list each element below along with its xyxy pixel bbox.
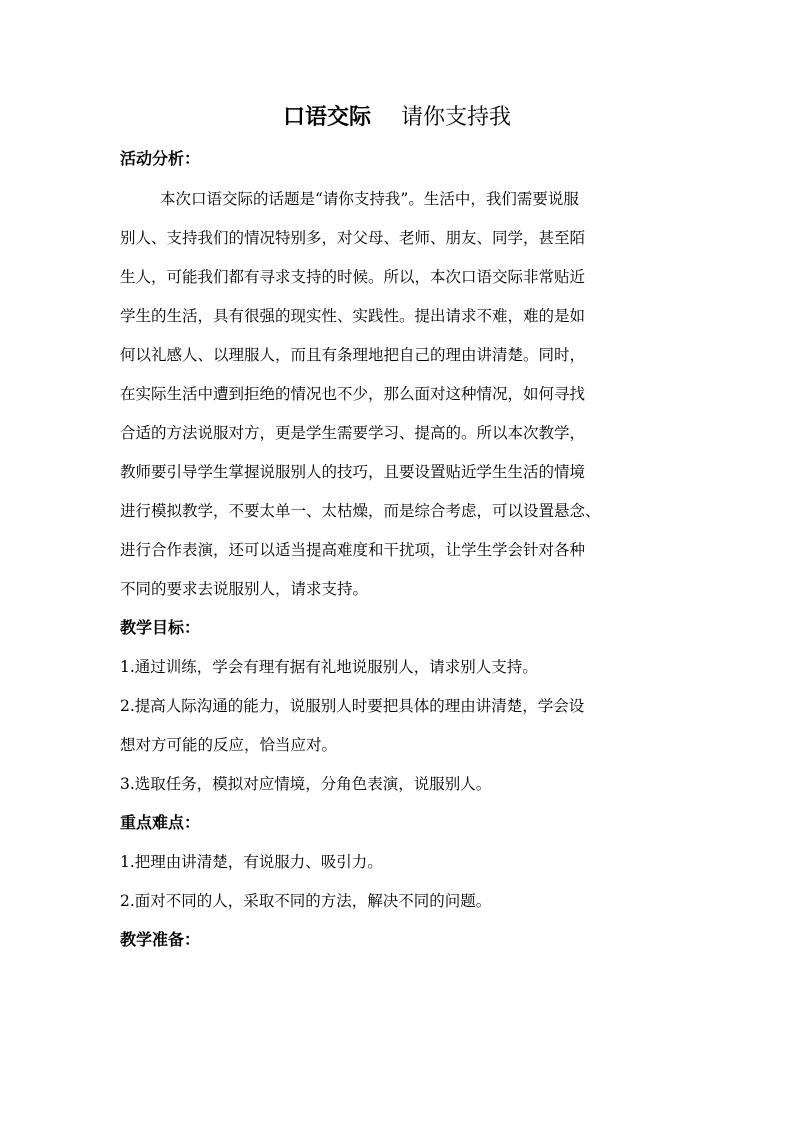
document-title [0, 101, 794, 135]
analysis-line: 合适的方法说服对方，更是学生需要学习、提高的。所以本次教学， [120, 424, 586, 442]
section-heading-key-points: 重点难点： [120, 813, 201, 832]
analysis-line: 别人、支持我们的情况特别多，对父母、老师、朋友、同学，甚至陌 [120, 229, 586, 247]
title-main: 口语交际 [282, 105, 371, 130]
analysis-line: 生人，可能我们都有寻求支持的时候。所以，本次口语交际非常贴近 [120, 268, 586, 286]
analysis-line: 教师要引导学生掌握说服别人的技巧，且要设置贴近学生生活的情境 [120, 463, 586, 481]
goal-line: 3.选取任务，模拟对应情境，分角色表演，说服别人。 [120, 775, 492, 793]
section-heading-goals: 教学目标： [120, 618, 201, 637]
goal-line: 2.提高人际沟通的能力，说服别人时要把具体的理由讲清楚，学会设 [120, 697, 585, 715]
key-point-line: 1.把理由讲清楚，有说服力、吸引力。 [120, 853, 383, 871]
goal-line: 想对方可能的反应，恰当应对。 [120, 736, 338, 754]
section-heading-analysis: 活动分析： [120, 149, 201, 168]
analysis-line: 何以礼感人、以理服人，而且有条理地把自己的理由讲清楚。同时， [120, 346, 586, 364]
analysis-line: 在实际生活中遭到拒绝的情况也不少，那么面对这种情况，如何寻找 [120, 385, 586, 403]
title-sub: 请你支持我 [401, 105, 512, 130]
key-point-line: 2.面对不同的人，采取不同的方法，解决不同的问题。 [120, 892, 492, 910]
analysis-line: 学生的生活，具有很强的现实性、实践性。提出请求不难，难的是如 [120, 307, 586, 325]
goal-line: 1.通过训练，学会有理有据有礼地说服别人，请求别人支持。 [120, 658, 538, 676]
analysis-line: 本次口语交际的话题是“请你支持我”。生活中，我们需要说服 [160, 190, 579, 208]
analysis-line: 不同的要求去说服别人，请求支持。 [120, 580, 369, 598]
analysis-line: 进行合作表演，还可以适当提高难度和干扰项，让学生学会针对各种 [120, 541, 586, 559]
analysis-line: 进行模拟教学，不要太单一、太枯燥，而是综合考虑，可以设置悬念、 [120, 502, 601, 520]
section-heading-preparation: 教学准备： [120, 930, 201, 949]
